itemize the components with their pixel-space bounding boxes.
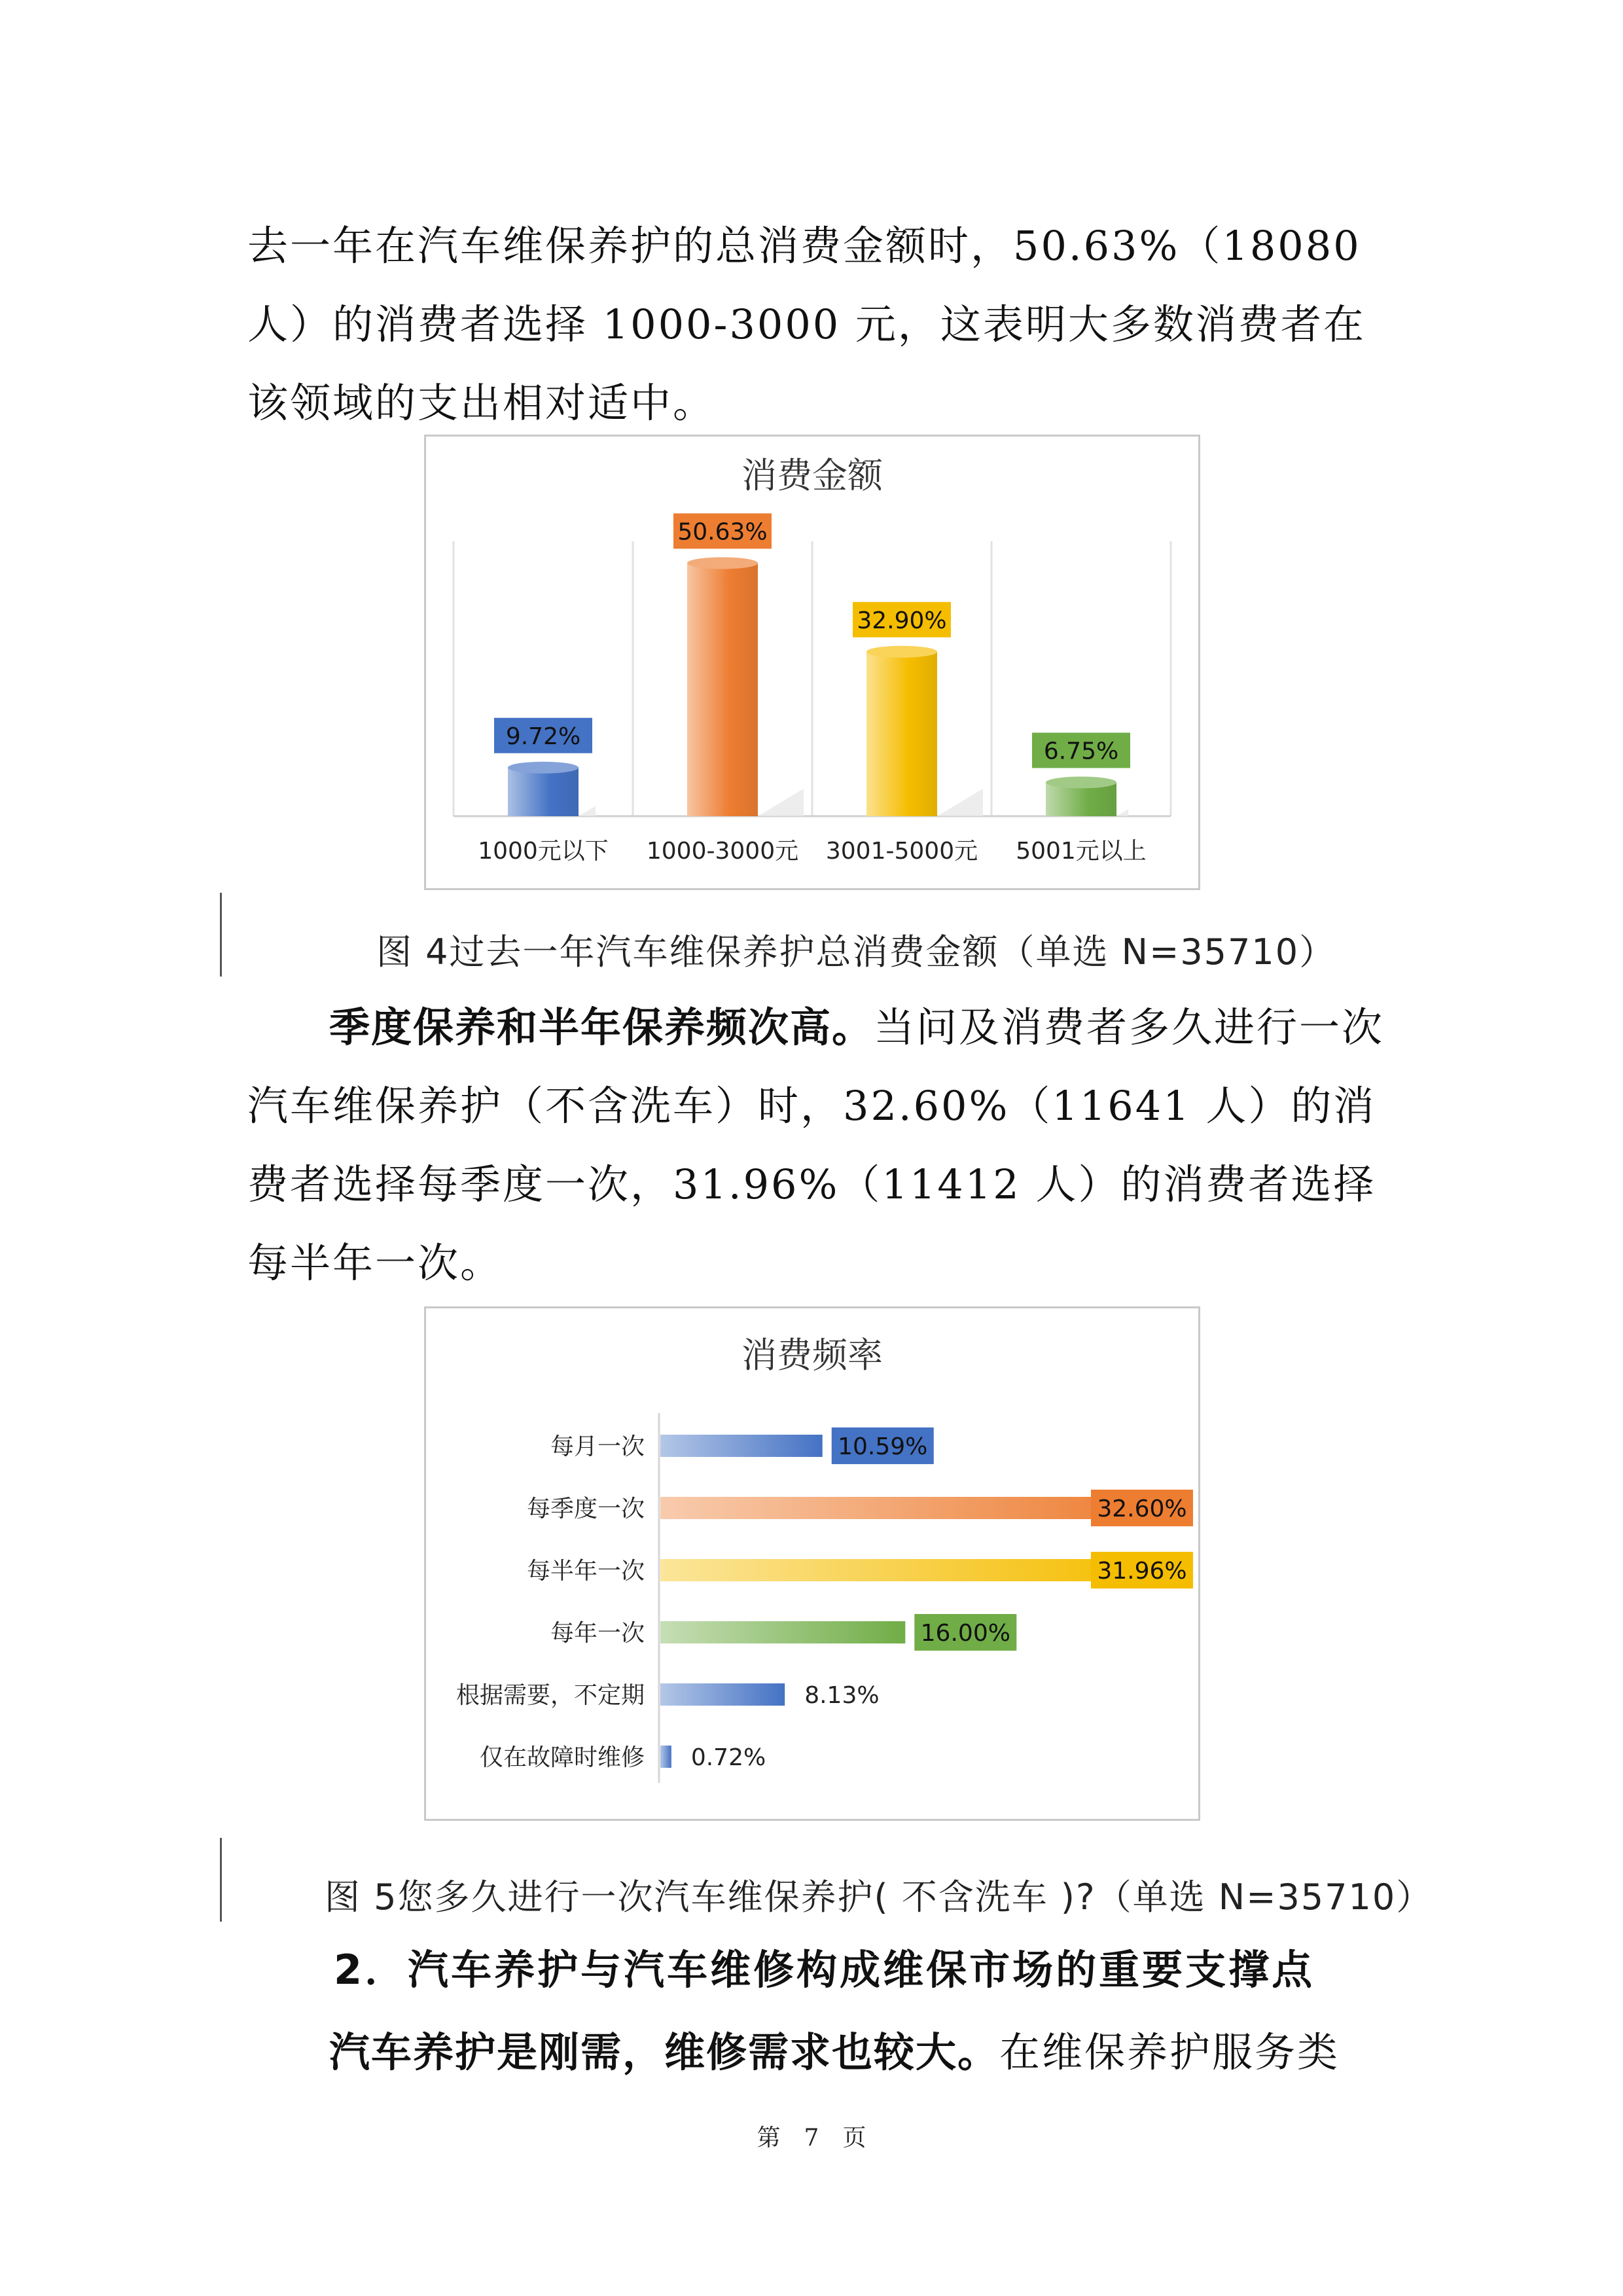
svg-text:50.63%: 50.63% bbox=[677, 518, 768, 546]
chart-2-category-label: 每季度一次 bbox=[526, 1496, 645, 1522]
chart-1-category-label: 3001-5000元 bbox=[825, 838, 978, 865]
chart-2-data-label bbox=[832, 1427, 934, 1464]
chart-2-bar bbox=[660, 1435, 823, 1457]
svg-text:0.72%: 0.72% bbox=[690, 1744, 766, 1771]
figure-4-caption: 图 4过去一年汽车维保养护总消费金额（单选 N=35710） bbox=[376, 931, 1336, 973]
chart-2-category-label: 每月一次 bbox=[550, 1433, 645, 1460]
chart-1-bar bbox=[687, 557, 804, 816]
chart-2-data-label bbox=[1091, 1552, 1193, 1588]
chart-consumption-frequency bbox=[424, 1306, 1200, 1821]
svg-text:16.00%: 16.00% bbox=[920, 1620, 1010, 1647]
chart-1-bar bbox=[866, 646, 983, 816]
svg-text:32.60%: 32.60% bbox=[1097, 1496, 1187, 1522]
revision-margin-bar-2 bbox=[220, 1838, 222, 1922]
section-heading: 2．汽车养护与汽车维修构成维保市场的重要支撑点 bbox=[334, 1946, 1315, 1994]
chart-1-bar bbox=[1046, 776, 1128, 816]
chart-2-data-label bbox=[804, 1682, 879, 1709]
svg-text:10.59%: 10.59% bbox=[838, 1433, 928, 1460]
svg-text:32.90%: 32.90% bbox=[857, 607, 947, 634]
paragraph-3-body: 在维保养护服务类 bbox=[999, 2028, 1340, 2076]
chart-2-bar bbox=[660, 1621, 905, 1643]
chart-consumption-amount bbox=[424, 435, 1200, 890]
chart-1-category-label: 1000-3000元 bbox=[646, 838, 799, 865]
chart-2-title: 消费频率 bbox=[741, 1335, 883, 1376]
paragraph-3-lead: 汽车养护是刚需，维修需求也较大。 bbox=[329, 2028, 1000, 2076]
chart-2-category-label: 每年一次 bbox=[550, 1620, 645, 1647]
chart-1-category-label: 1000元以下 bbox=[478, 838, 609, 865]
chart-1-data-label bbox=[673, 513, 772, 548]
chart-1-data-label bbox=[853, 602, 951, 637]
page-footer bbox=[0, 2119, 1623, 2153]
figure-5-caption: 图 5您多久进行一次汽车维保养护( 不含洗车 )?（单选 N=35710） bbox=[325, 1876, 1433, 1918]
chart-2-category-label: 仅在故障时维修 bbox=[479, 1744, 645, 1771]
chart-2-bar bbox=[660, 1746, 671, 1768]
paragraph-2 bbox=[247, 988, 1393, 1302]
paragraph-2-body: 当问及消费者多久进行一次汽车维保养护（不含洗车）时，32.60%（11641 人）的消费者选择每季度一次，31.96%（11412 人）的消费者选择每半年一次。 bbox=[247, 1003, 1385, 1287]
chart-1-bar bbox=[508, 762, 596, 816]
chart-1-data-label bbox=[494, 718, 592, 753]
chart-consumption-amount-svg bbox=[426, 437, 1198, 888]
svg-text:6.75%: 6.75% bbox=[1043, 738, 1119, 765]
chart-2-bar bbox=[660, 1559, 1150, 1581]
svg-text:9.72%: 9.72% bbox=[505, 723, 581, 750]
chart-2-category-label: 每半年一次 bbox=[526, 1558, 645, 1585]
footer-suffix: 页 bbox=[842, 2125, 866, 2151]
chart-2-bar bbox=[660, 1683, 785, 1706]
chart-1-category-label: 5001元以上 bbox=[1016, 838, 1147, 865]
chart-2-data-label bbox=[691, 1744, 766, 1771]
page-number: 7 bbox=[804, 2125, 819, 2151]
chart-2-bar bbox=[660, 1497, 1160, 1519]
footer-prefix: 第 bbox=[757, 2125, 781, 2151]
paragraph-3 bbox=[247, 2013, 1393, 2092]
chart-1-data-label bbox=[1032, 732, 1130, 768]
chart-2-category-label: 根据需要，不定期 bbox=[455, 1682, 645, 1709]
chart-1-title: 消费金额 bbox=[741, 455, 883, 496]
chart-2-data-label bbox=[914, 1614, 1016, 1651]
chart-2-data-label bbox=[1091, 1490, 1193, 1526]
paragraph-1: 去一年在汽车维保养护的总消费金额时，50.63%（18080 人）的消费者选择 1000-3000 元，这表明大多数消费者在该领域的支出相对适中。 bbox=[247, 222, 1366, 427]
revision-margin-bar bbox=[220, 893, 222, 977]
chart-consumption-frequency-svg bbox=[426, 1308, 1198, 1819]
paragraph-2-lead: 季度保养和半年保养频次高。 bbox=[329, 1003, 874, 1051]
svg-text:31.96%: 31.96% bbox=[1097, 1558, 1187, 1585]
svg-text:8.13%: 8.13% bbox=[804, 1682, 880, 1709]
